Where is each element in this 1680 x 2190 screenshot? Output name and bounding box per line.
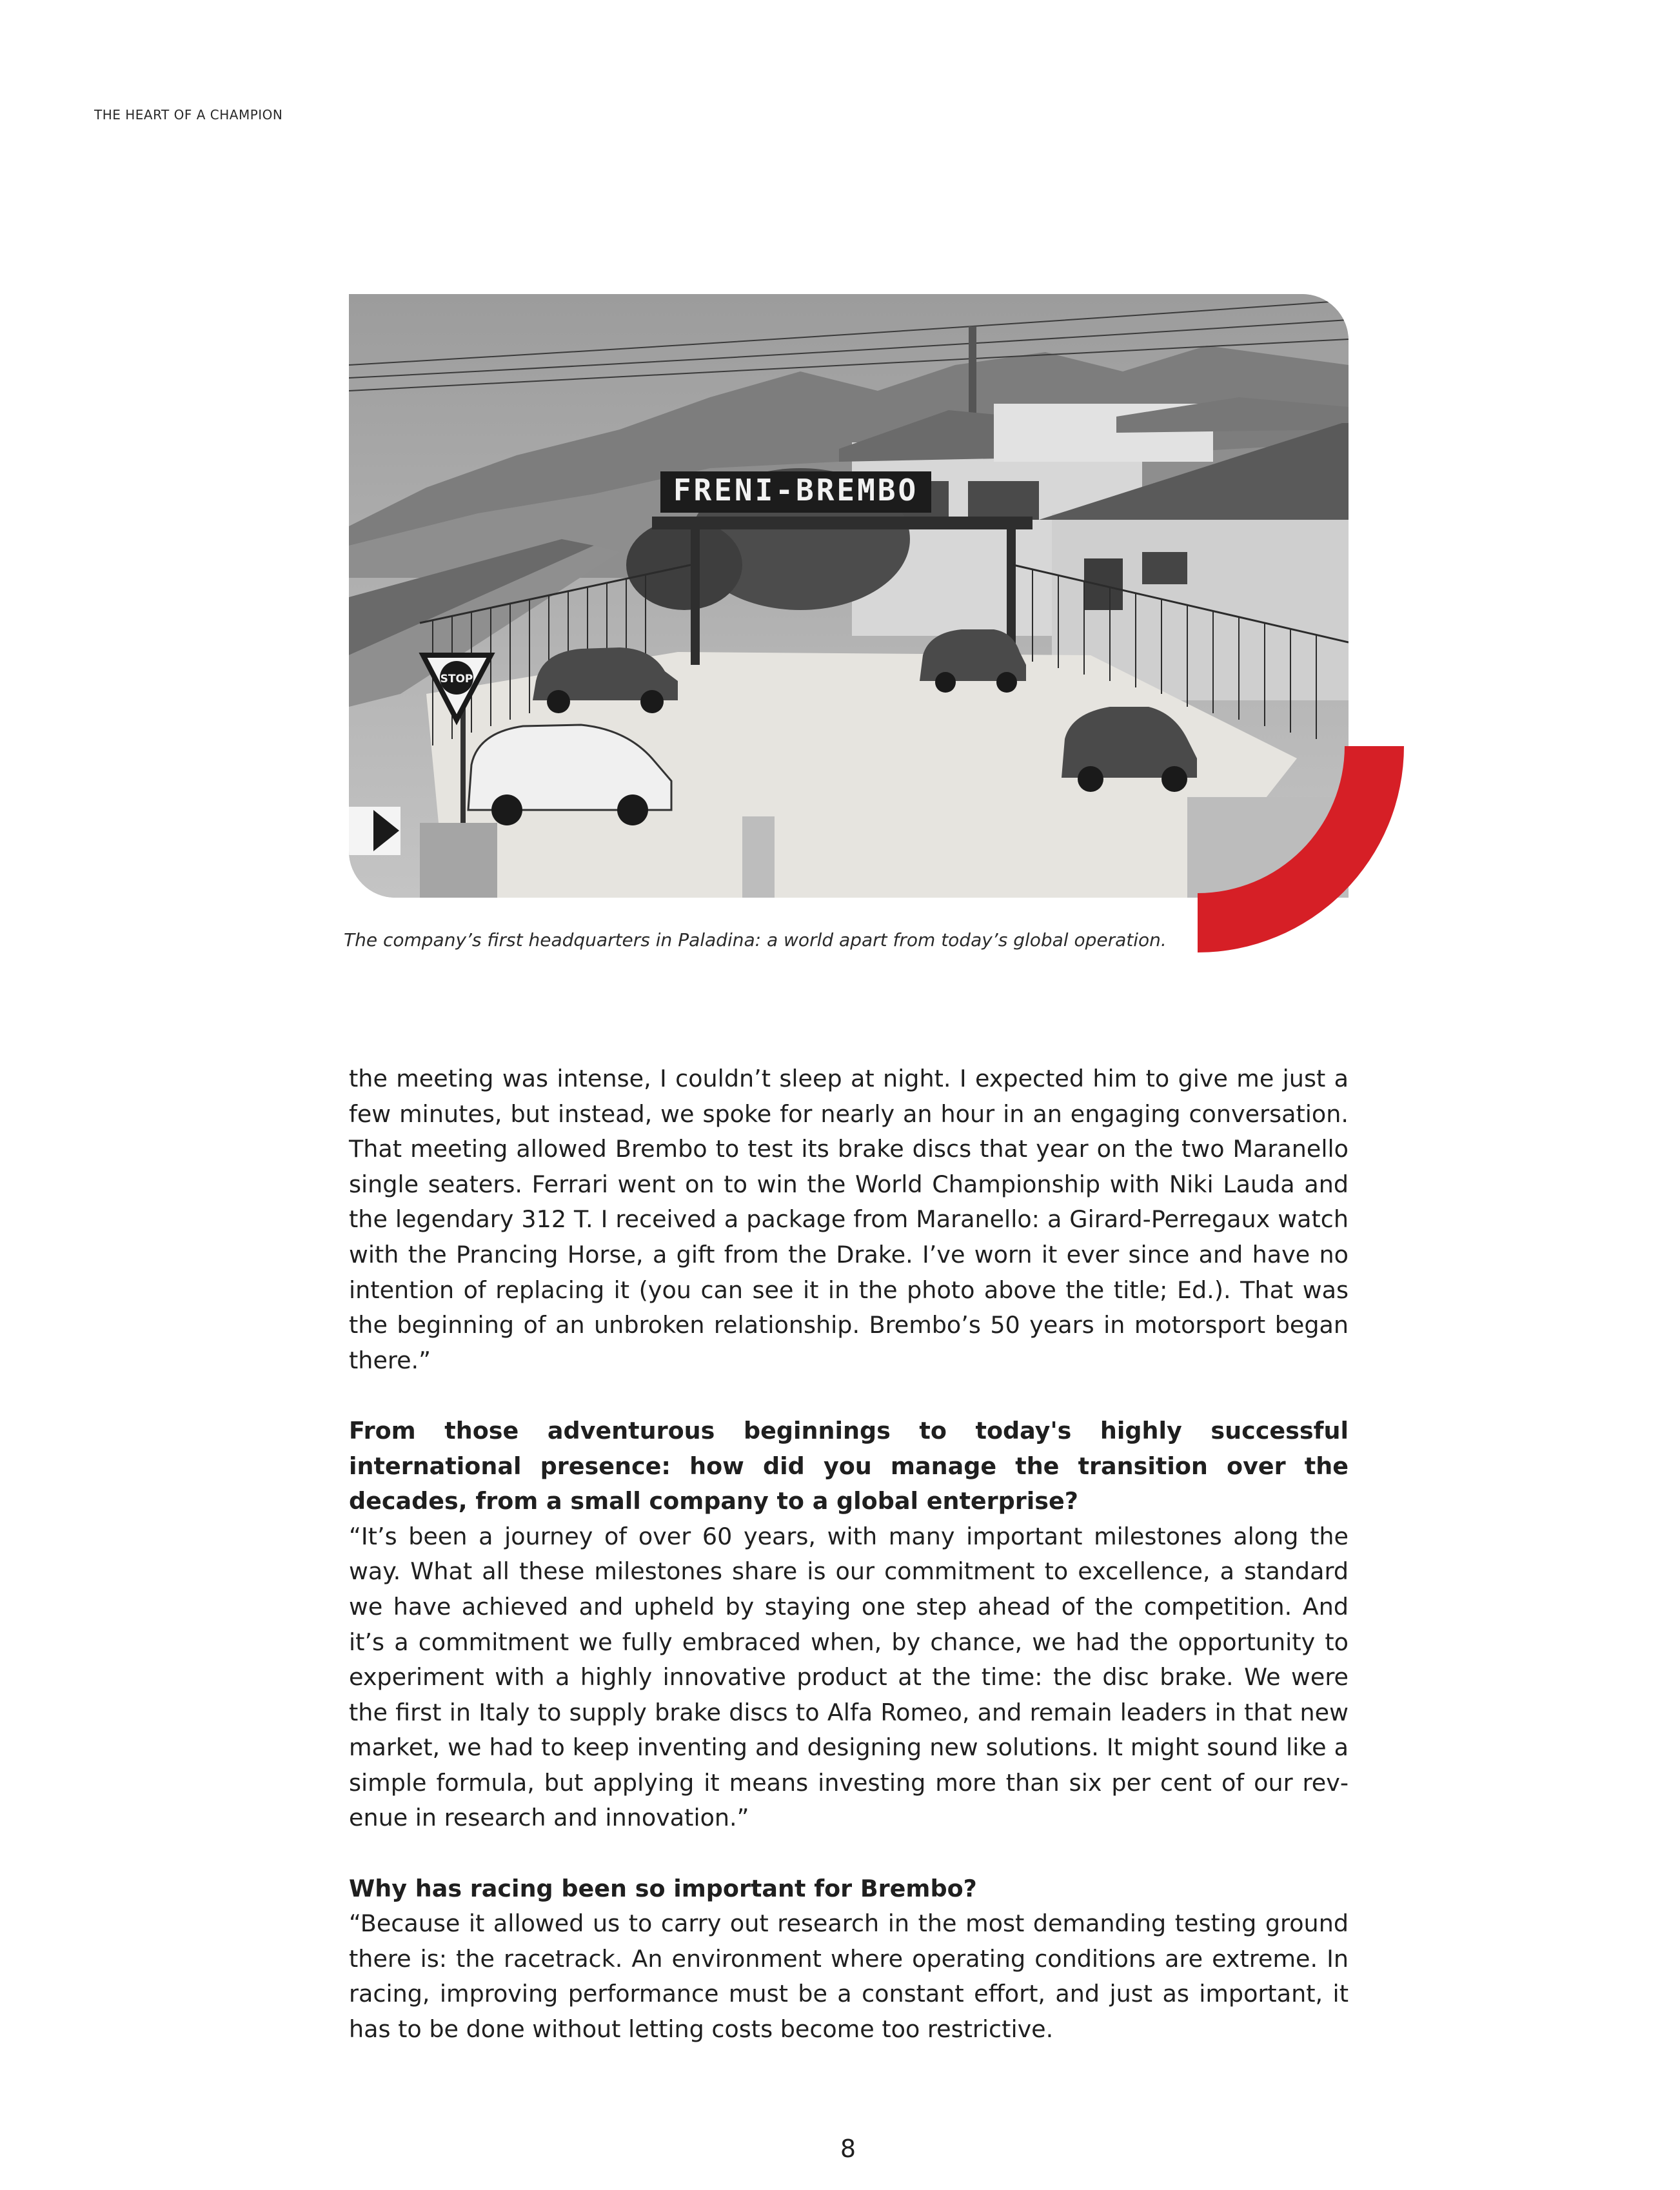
stop-sign-text: STOP xyxy=(440,673,473,686)
interview-answer: “Because it allowed us to carry out research in the most demanding testing ground there is: the racetrack. An environment where operating conditions are extreme. In racing, improving performance must be a constant effort, and just as important, it has to be done without letting costs become too restrictive. xyxy=(349,1909,1349,2044)
page-number: 8 xyxy=(840,2135,856,2163)
interview-question: Why has racing been so important for Brembo? xyxy=(349,1874,977,1902)
red-quarter-circle-decoration xyxy=(1198,746,1404,955)
article-paragraph: the meeting was intense, I couldn’t sleep at night. I expected him to give me just a few minutes, but instead, we spoke for nearly an hour in an engaging conversation. That meeting allowed Brembo to test its brake discs that year on the two Maranello single seaters. Ferrari went on to win the World Championship with Niki Lauda and the legendary 312 T. I received a package from Maranello: a Girard-Perregaux watch with the Prancing Horse, a gift from the Drake. I’ve worn it ever since and have no intention of replacing it (you can see it in the photo above the title; Ed.). That was the beginning of an unbroken relationship. Brembo’s 50 years in motorsport began there.” xyxy=(349,1065,1349,1374)
running-title: THE HEART OF A CHAMPION xyxy=(94,107,283,123)
interview-question: From those adventurous beginnings to today's highly successful international presence: how did you manage the transition over the decades, from a small company to a global enterprise? xyxy=(349,1416,1349,1515)
photo-caption: The company’s first headquarters in Paladina: a world apart from today’s global operation. xyxy=(344,929,1167,951)
article-body xyxy=(349,1061,1349,2047)
interview-answer: “It’s been a journey of over 60 years, with many important milestones along the way. What all these milestones share is our commitment to excellence, a standard we have achieved and upheld by staying one step ahead of the competition. And it’s a commitment we fully embraced when, by chance, we had the opportunity to experiment with a highly innovative product at the time: the disc brake. We were the first in Italy to supply brake discs to Alfa Romeo, and remain leaders in that new market, we had to keep inventing and designing new solutions. It might sound like a simple formula, but applying it means investing more than six per cent of our revenue in research and innovation.” xyxy=(349,1522,1349,1832)
sign-text: FRENI-BREMBO xyxy=(673,473,919,508)
